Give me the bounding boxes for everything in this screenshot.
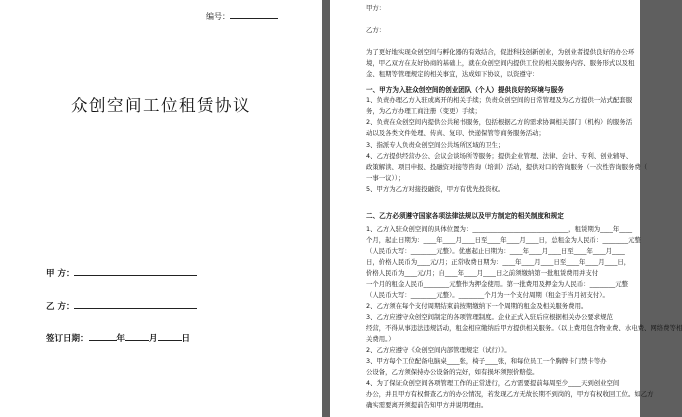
agreement-text-line: 关费用。） bbox=[366, 335, 395, 343]
day-blank[interactable] bbox=[158, 331, 182, 341]
agreement-text-line: 政策解读、项目申报、投融资对接等咨询（培训）活动，提供对口的咨询服务（一次性咨询服务费（ bbox=[366, 163, 648, 171]
agreement-text-line: 经营，不得从事违法违规活动，租金相应缴纳后甲方提供相关服务。（以上费用包含物业费、水电费、网络费等相 bbox=[366, 324, 682, 332]
month-unit: 月 bbox=[149, 334, 158, 344]
agreement-text-line: 境，甲乙双方在友好协商的基础上，就在众创空间内提供工位的相关服务内容、服务形式以及租 bbox=[366, 59, 635, 67]
number-blank[interactable] bbox=[230, 10, 278, 19]
section-heading: 二、乙方必须遵守国家各项法律法规以及甲方制定的相关制度和规定 bbox=[366, 212, 564, 220]
party-b-label: 乙 方： bbox=[46, 302, 75, 312]
party-a-line bbox=[46, 266, 197, 279]
agreement-text-line: 4、为了保证众创空间各项管理工作的正常进行，乙方需要提前每周至少____天到创业空间 bbox=[366, 379, 620, 387]
agreement-text-line: 一事一议））； bbox=[366, 174, 405, 182]
document-title: 众创空间工位租赁协议 bbox=[71, 96, 251, 115]
agreement-body-page bbox=[330, 0, 682, 417]
agreement-text-line: 2、乙方应遵守《众创空间内部管理规定（试行）》。 bbox=[366, 346, 511, 354]
agreement-text-line: 价格人民币为____元/月；自____年____月____日之前须缴纳第一批租赁费用并支付 bbox=[366, 269, 599, 277]
agreement-cover-page bbox=[0, 0, 322, 417]
agreement-text-line: （人民币大写：________元整）。优惠起止日期为：____年____月____日至____年____月____ bbox=[366, 247, 625, 255]
agreement-text-line: 日，价格人民币为____元/月；正常收费日期为：____年____月____日至____年____月____日， bbox=[366, 258, 631, 266]
agreement-text-line: 一个月的租金人民币________元整作为押金使用。第一批费用及押金为人民币：________元整 bbox=[366, 280, 629, 288]
agreement-text-line: 务，为乙方办理工商注册（变更）手续； bbox=[366, 107, 482, 115]
day-unit: 日 bbox=[181, 334, 191, 344]
agreement-text-line: 1、负责办理乙方入驻或离开的相关手续；负责众创空间的日常管理及为乙方提供一站式配套服 bbox=[366, 96, 633, 104]
party-b-blank[interactable] bbox=[74, 299, 197, 309]
year-blank[interactable] bbox=[89, 331, 117, 341]
agreement-text-line: 2、负责在众创空间内提供公共秘书服务，包括根据乙方的需求协调相关部门（机构）的服务活 bbox=[366, 118, 633, 126]
agreement-text-line: 办公，并且甲方有权督查乙方的办公情况，若发现乙方无故长期不到岗的，甲方有权收回工位。如乙方 bbox=[366, 390, 654, 398]
agreement-text-line: 动以及各类文件处理、传真、复印、快递保管等商务服务活动； bbox=[366, 129, 545, 137]
agreement-text-line: 公设备，乙方须保持办公设备的完好，如有损坏须照价赔偿。 bbox=[366, 368, 539, 376]
agreement-text-line: 5、甲方为乙方对接投融资，甲方有优先投资权。 bbox=[366, 185, 505, 193]
agreement-text-line: 个月，起止日期为：____年____月____日至____年____月____日，总租金为人民币：________元整 bbox=[366, 236, 641, 244]
number-label: 编号： bbox=[206, 12, 230, 21]
sign-date-line bbox=[46, 331, 190, 344]
agreement-text-line: 1、乙方入驻众创空间的具体位置为：______________________________，租赁期为____年____ bbox=[366, 225, 633, 233]
sign-date-label: 签订日期： bbox=[46, 334, 89, 344]
agreement-text-line: 3、指派专人负责众创空间公共场所区域的卫生； bbox=[366, 141, 505, 149]
party-b-line bbox=[46, 299, 197, 312]
agreement-text-line: 乙方： bbox=[366, 26, 386, 34]
month-blank[interactable] bbox=[125, 331, 149, 341]
year-unit: 年 bbox=[116, 334, 126, 344]
agreement-text-line: 3、甲方每个工位配备电脑桌____张，椅子____张，和每位员工一个胸牌卡门禁卡等办 bbox=[366, 357, 607, 365]
agreement-text-line: 金、租期等管理规定的相关事宜，达成如下协议，以资遵守： bbox=[366, 70, 539, 78]
section-heading: 一、甲方为入驻众创空间的创业团队（个人）提供良好的环境与服务 bbox=[366, 86, 564, 94]
party-a-blank[interactable] bbox=[74, 266, 197, 276]
agreement-text-line: 4、乙方提供经营办公、会议会谈场所等服务；提供企业管理、法律、会计、专利、创业辅导、 bbox=[366, 152, 633, 160]
agreement-text-line: 确实需要离开须提前告知甲方并说明理由。 bbox=[366, 401, 488, 409]
agreement-text-line: 3、乙方应遵守众创空间制定的各项管理制度。企业正式入驻后应根据相关办公要求规范 bbox=[366, 313, 613, 321]
agreement-number-line bbox=[206, 10, 278, 22]
agreement-text-line: 2、乙方须在每个支付周期结束前按期缴纳下一个周期的租金及相关服务费用。 bbox=[366, 302, 588, 310]
party-a-label: 甲 方： bbox=[46, 269, 75, 279]
agreement-text-line: 为了更好地实现众创空间与孵化器的有效结合，促进科技创新创业，为创业者提供良好的办公环 bbox=[366, 48, 635, 56]
agreement-text-line: 甲方： bbox=[366, 4, 386, 12]
agreement-text-line: （人民币大写：________元整）。________个月为一个支付周期（租金于当月初支付）。 bbox=[366, 291, 609, 299]
